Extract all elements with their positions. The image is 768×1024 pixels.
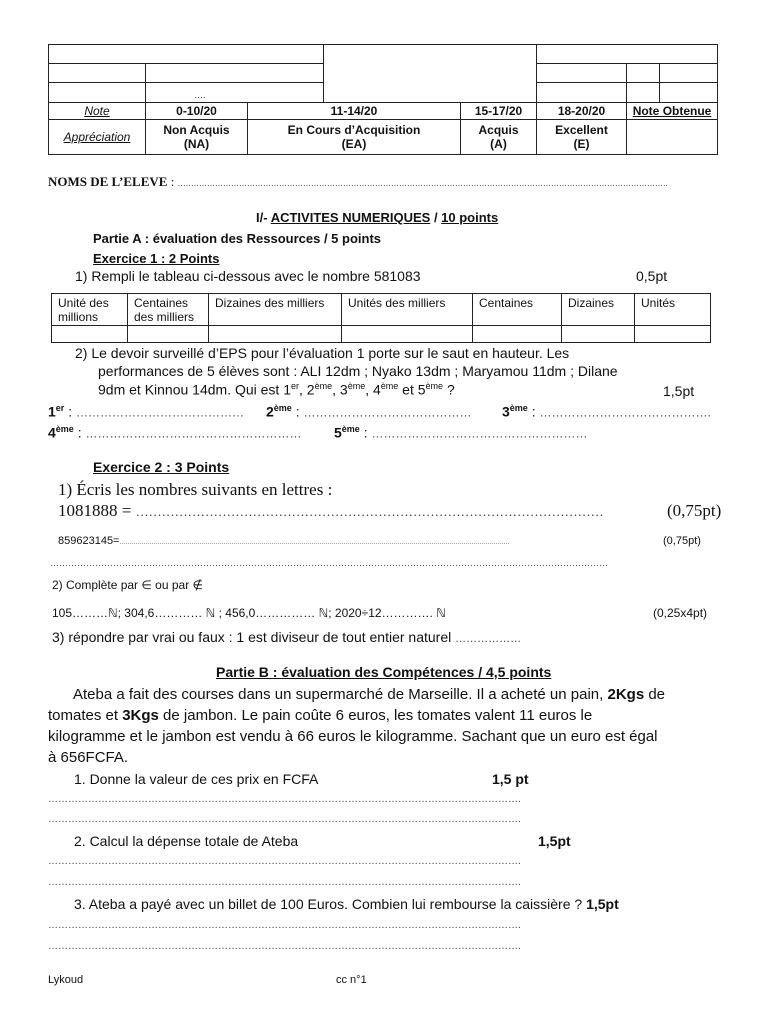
text: 3Kgs	[122, 707, 159, 724]
section-sep: /	[430, 210, 442, 225]
table-cell	[342, 326, 473, 343]
table-cell	[52, 326, 128, 343]
table-cell	[128, 326, 209, 343]
sup: ème	[425, 381, 444, 391]
answer-dots: ………………………………………………	[371, 426, 588, 441]
colon: :	[73, 424, 86, 441]
appreciation-text: En Cours d’Acquisition	[287, 122, 421, 137]
text: de jambon. Le pain coûte 6 euros, les tomates valent 11 euros le	[158, 707, 593, 724]
text: , 3	[332, 381, 348, 398]
ex2-title: Exercice 2 : 3 Points	[93, 459, 230, 475]
dots-cell: ….	[146, 83, 324, 102]
header-cell	[627, 64, 660, 83]
header-cell	[537, 64, 627, 83]
section-prefix: I/-	[256, 210, 268, 225]
appreciation-code: (A)	[490, 136, 507, 151]
ex1-q2-line2: performances de 5 élèves sont : ALI 12dm ; Nyako 13dm ; Maryamou 11dm ; Dilane	[98, 363, 618, 379]
appreciation-code: (EA)	[341, 136, 367, 151]
header-cell	[324, 45, 537, 103]
column-header: Dizaines	[562, 294, 635, 326]
answer-dots: ……………………………………	[75, 405, 244, 420]
header-cell	[49, 45, 324, 64]
answer-dots: ……………………………………	[303, 405, 472, 420]
answer-dots: ……………………………………………………………………………………………………………………………………………………………………	[50, 558, 608, 568]
partB-q2: 2. Calcul la dépense totale de Ateba	[74, 833, 299, 849]
colon: :	[64, 403, 76, 420]
ranks-line-2	[48, 424, 301, 441]
colon: :	[291, 403, 304, 420]
appreciation-cell	[461, 119, 537, 154]
column-header: Unité des millions	[52, 294, 128, 326]
ranks-line-1	[48, 403, 244, 420]
ex1-q2-line1: 2) Le devoir surveillé d’EPS pour l’évaluation 1 porte sur le saut en hauteur. Les	[75, 345, 570, 361]
appreciation-label: Appréciation	[49, 119, 146, 154]
colon: :	[359, 424, 372, 441]
answer-dots: …………………………………………………………………………………………………………………………….	[48, 794, 521, 805]
range-cell: 15-17/20	[461, 102, 537, 119]
place-value-table	[51, 293, 711, 343]
header-cell	[627, 83, 660, 102]
ex1-q1-points: 0,5pt	[636, 268, 668, 284]
student-name-line	[48, 174, 668, 190]
sup: ème	[341, 424, 360, 434]
text: Ateba a fait des courses dans un supermarché de Marseille. Il a acheté un pain,	[73, 686, 608, 703]
question-points: 1,5pt	[586, 896, 619, 912]
ranks-line-2b	[334, 424, 587, 441]
sup: ème	[347, 381, 366, 391]
appreciation-text: Acquis	[478, 122, 519, 137]
header-cell	[537, 83, 627, 102]
appreciation-cell	[537, 119, 627, 154]
grading-table	[48, 44, 718, 155]
student-name-dots: ………………………………………………………………………………………………………………………………………………………………….	[177, 179, 668, 188]
answer-dots: …………………………………………………………………………………………………………………………….	[48, 814, 521, 825]
partB-q1-points: 1,5 pt	[492, 771, 529, 787]
sup: er	[291, 381, 300, 391]
header-cell	[146, 64, 324, 83]
sup: ème	[55, 424, 74, 434]
answer-dots: …………………………………….	[539, 405, 711, 420]
ex2-n2-line	[58, 535, 509, 547]
appreciation-code: (E)	[573, 136, 590, 151]
appreciation-text: Non Acquis	[163, 122, 230, 137]
answer-dots: ………………	[455, 633, 522, 645]
ex1-q2-points: 1,5pt	[663, 383, 695, 399]
section-name: ACTIVITES NUMERIQUES	[270, 210, 431, 225]
ex1-title: Exercice 1 : 2 Points	[93, 251, 220, 266]
ex2-n1-line	[58, 501, 604, 521]
sup: ème	[273, 403, 292, 413]
section-points: 10 points	[441, 210, 499, 225]
ex2-q3-line	[52, 629, 521, 645]
answer-dots: …………………………………………………………………………………………………………………………….	[48, 941, 521, 952]
answer-dots: ………………………………………………………………………………………………	[135, 504, 604, 519]
header-cell	[537, 45, 718, 64]
question-text: 3. Ateba a payé avec un billet de 100 Euros. Combien lui rembourse la caissière ?	[74, 896, 583, 912]
header-cell	[49, 83, 146, 102]
range-cell: 11-14/20	[248, 102, 461, 119]
ex2-q2-points: (0,25x4pt)	[653, 606, 708, 620]
colon: :	[527, 403, 540, 420]
ex1-q2-line3	[98, 381, 455, 398]
ex2-n2-points: (0,75pt)	[663, 535, 701, 547]
note-label: Note	[49, 102, 146, 119]
note-obtenue-cell	[627, 119, 718, 154]
answer-dots: …………………………………………………………………………………………………………………………….	[48, 856, 521, 867]
answer-dots: …………………………………………………………………………………………………………………………….	[48, 877, 521, 888]
range-cell: 18-20/20	[537, 102, 627, 119]
rank-number: 1	[48, 403, 56, 420]
partB-q2-points: 1,5pt	[538, 833, 571, 849]
column-header: Dizaines des milliers	[209, 294, 342, 326]
colon: :	[167, 174, 178, 189]
partB-title: Partie B : évaluation des Compétences / 4,5 points	[216, 664, 552, 680]
sup: ème	[509, 403, 528, 413]
answer-dots: ………………………………………………	[85, 426, 302, 441]
rank-number: 5	[334, 424, 342, 441]
number-text: 1081888 =	[58, 501, 136, 520]
answer-dots: ……………………………………………………………………………………………………………………………………………………………………………	[119, 540, 510, 546]
rank-number: 2	[266, 403, 274, 420]
answer-dots: …………………………………………………………………………………………………………………………….	[48, 920, 521, 931]
sup: er	[55, 403, 65, 413]
ex1-q1: 1) Rempli le tableau ci-dessous avec le nombre 581083	[75, 268, 421, 284]
section-title	[256, 210, 498, 225]
footer-title: cc n°1	[336, 974, 367, 986]
footer-author: Lykoud	[48, 974, 84, 986]
column-header: Unités	[635, 294, 711, 326]
sup: ème	[314, 381, 333, 391]
rank-number: 3	[502, 403, 510, 420]
partA-title: Partie A : évaluation des Ressources / 5 points	[93, 231, 382, 246]
table-cell	[635, 326, 711, 343]
student-name-label: NOMS DE L’ELEVE	[48, 174, 168, 189]
ranks-line-1b	[266, 403, 471, 420]
text: , 2	[299, 381, 315, 398]
partB-q3-line	[74, 896, 619, 912]
table-cell	[209, 326, 342, 343]
header-cell	[660, 64, 718, 83]
ex2-q2: 2) Complète par ∈ ou par ∉	[52, 578, 203, 592]
appreciation-text: Excellent	[555, 122, 608, 137]
header-cell	[660, 83, 718, 102]
table-cell	[473, 326, 562, 343]
column-header: Centaines	[473, 294, 562, 326]
ex2-q1: 1) Écris les nombres suivants en lettres :	[58, 480, 333, 499]
partB-paragraph-line2	[48, 707, 592, 724]
column-header: Unités des milliers	[342, 294, 473, 326]
appreciation-cell	[146, 119, 248, 154]
partB-paragraph-line1	[73, 686, 665, 703]
partB-paragraph-line4: à 656FCFA.	[48, 749, 129, 766]
range-cell: 0-10/20	[146, 102, 248, 119]
ex2-n1-points: (0,75pt)	[667, 501, 722, 520]
number-text: 859623145=	[58, 535, 120, 547]
text: de	[644, 686, 666, 703]
sup: ème	[380, 381, 399, 391]
table-cell	[562, 326, 635, 343]
text: ?	[443, 381, 455, 398]
rank-number: 4	[48, 424, 56, 441]
column-header: Centaines des milliers	[128, 294, 209, 326]
question-text: 3) répondre par vrai ou faux : 1 est diviseur de tout entier naturel	[52, 629, 452, 645]
text: , 4	[365, 381, 381, 398]
text: 2Kgs	[607, 686, 645, 703]
ex2-q2-items: 105………ℕ; 304,6………… ℕ ; 456,0…………… ℕ; 2020÷12…………. ℕ	[52, 606, 446, 620]
text: 9dm et Kinnou 14dm. Qui est 1	[98, 381, 291, 398]
partB-paragraph-line3: kilogramme et le jambon est vendu à 66 euros le kilogramme. Sachant que un euro est égal	[48, 728, 658, 745]
ranks-line-1c	[502, 403, 711, 420]
text: tomates et	[48, 707, 123, 724]
appreciation-code: (NA)	[183, 136, 210, 151]
note-obtenue-label: Note Obtenue	[627, 102, 718, 119]
header-cell	[49, 64, 146, 83]
appreciation-cell	[248, 119, 461, 154]
text: et 5	[398, 381, 426, 398]
partB-q1: 1. Donne la valeur de ces prix en FCFA	[74, 771, 319, 787]
